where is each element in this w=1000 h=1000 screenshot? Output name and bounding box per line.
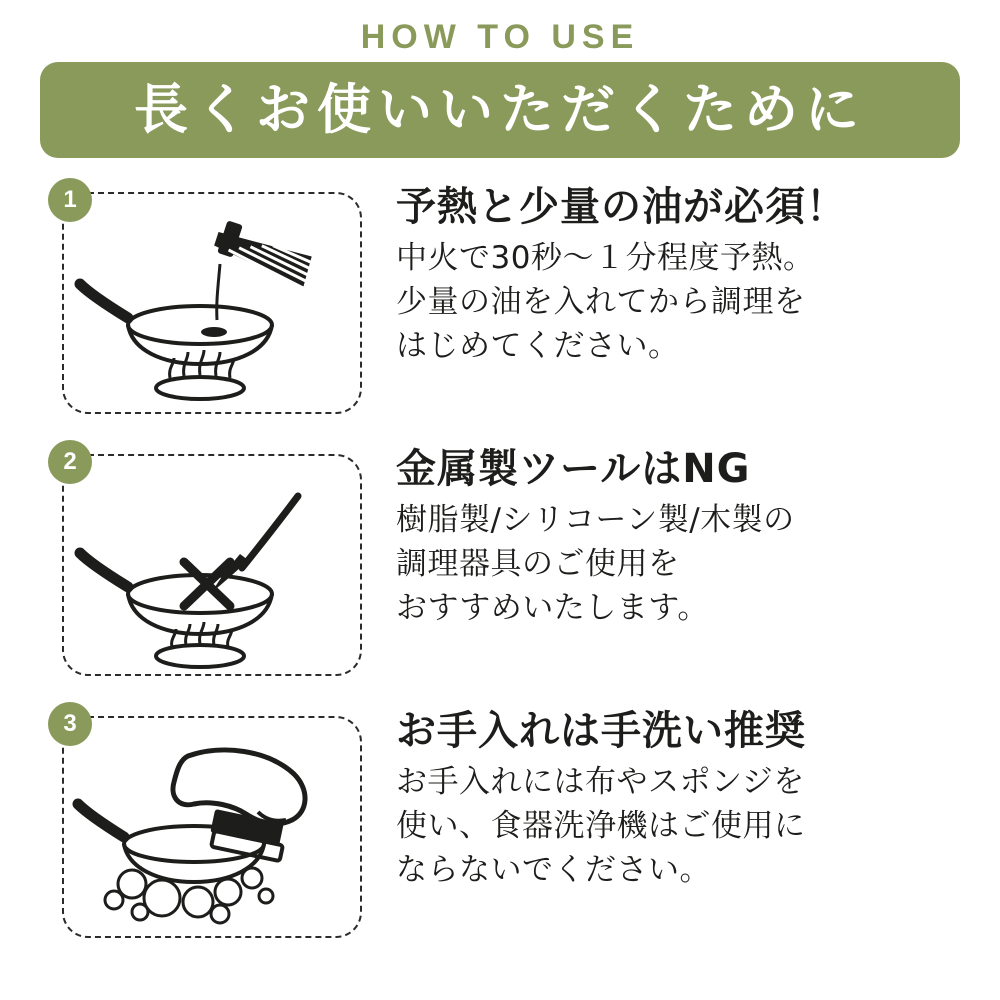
list-item (0, 178, 1000, 440)
banner-title: 長くお使いいただくために (134, 78, 866, 141)
list-item (0, 702, 1000, 964)
eyebrow-text: HOW TO USE (360, 18, 640, 56)
step-number-badge: 2 (48, 440, 92, 484)
step-body (396, 498, 956, 630)
steps-list (0, 178, 1000, 964)
step-body-line: ならないでください。 (396, 852, 711, 889)
step-body-line: 使い、食器洗浄機はご使用に (396, 808, 806, 845)
step-body-line: 調理器具のご使用を (396, 546, 680, 583)
step-body-line: 少量の油を入れてから調理を (396, 284, 806, 321)
hand-washing-pan-with-sponge-icon (62, 716, 362, 938)
step-text-2 (396, 440, 956, 630)
step-body (396, 760, 956, 892)
step-body-line: 中火で30秒〜１分程度予熱。 (396, 240, 815, 276)
step-title: 金属製ツールはNG (396, 446, 751, 492)
step-number-badge: 1 (48, 178, 92, 222)
frying-pan-with-oil-bottle-icon (62, 192, 362, 414)
list-item (0, 440, 1000, 702)
step-body (396, 236, 956, 368)
step-text-3 (396, 702, 956, 892)
step-illustration-3 (48, 702, 378, 952)
frying-pan-with-crossed-metal-tool-icon (62, 454, 362, 676)
step-body-line: 樹脂製/シリコーン製/木製の (396, 502, 795, 538)
step-title: お手入れは手洗い推奨 (396, 708, 806, 754)
step-body-line: はじめてください。 (396, 328, 680, 365)
step-title: 予熱と少量の油が必須！ (396, 184, 847, 230)
step-illustration-1 (48, 178, 378, 418)
step-number-badge: 3 (48, 702, 92, 746)
section-banner (40, 62, 960, 158)
step-text-1 (396, 178, 956, 368)
step-illustration-2 (48, 440, 378, 680)
step-body-line: お手入れには布やスポンジを (396, 764, 805, 800)
step-body-line: おすすめいたします。 (396, 590, 709, 627)
